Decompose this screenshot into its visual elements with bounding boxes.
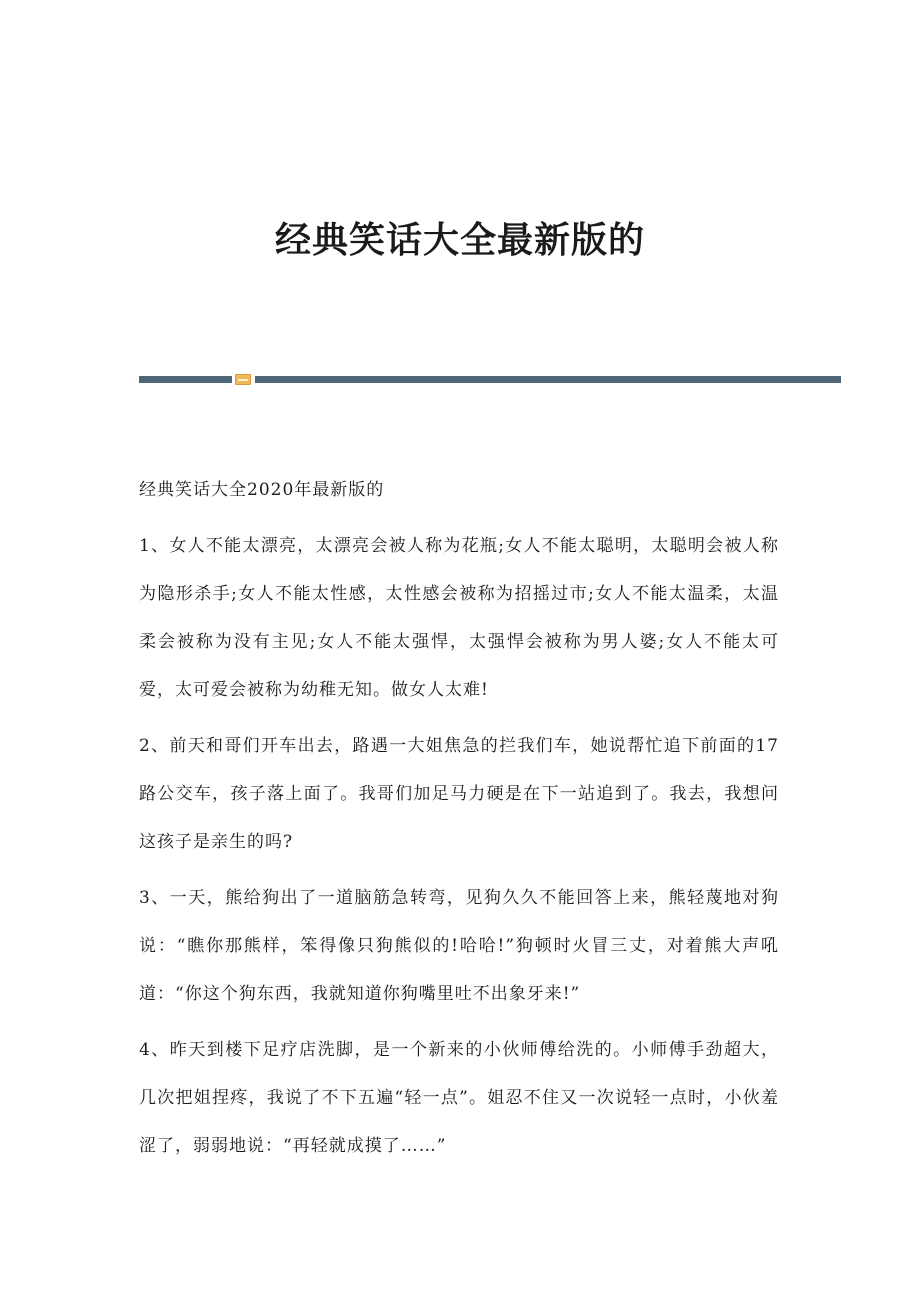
divider-ornament-icon <box>235 374 251 385</box>
divider-bar-left <box>139 376 232 383</box>
joke-paragraph-3: 3、一天，熊给狗出了一道脑筋急转弯，见狗久久不能回答上来，熊轻蔑地对狗说：“瞧你那熊样，笨得像只狗熊似的!哈哈!”狗顿时火冒三丈，对着熊大声吼道：“你这个狗东西，我就知道你狗嘴里吐不出象牙来!” <box>139 888 779 1004</box>
document-body <box>139 466 779 1178</box>
divider-bar-right <box>255 376 841 383</box>
joke-paragraph-2: 2、前天和哥们开车出去，路遇一大姐焦急的拦我们车，她说帮忙追下前面的17路公交车，孩子落上面了。我哥们加足马力硬是在下一站追到了。我去，我想问这孩子是亲生的吗? <box>139 736 779 852</box>
page-title: 经典笑话大全最新版的 <box>274 219 645 261</box>
title-divider <box>139 374 841 384</box>
joke-paragraph-4: 4、昨天到楼下足疗店洗脚，是一个新来的小伙师傅给洗的。小师傅手劲超大，几次把姐捏疼，我说了不下五遍“轻一点”。姐忍不住又一次说轻一点时，小伙羞涩了，弱弱地说：“再轻就成摸了……” <box>139 1040 779 1156</box>
document-subtitle: 经典笑话大全2020年最新版的 <box>139 480 385 500</box>
joke-paragraph-1: 1、女人不能太漂亮，太漂亮会被人称为花瓶;女人不能太聪明，太聪明会被人称为隐形杀手;女人不能太性感，太性感会被称为招摇过市;女人不能太温柔，太温柔会被称为没有主见;女人不能太强悍，太强悍会被称为男人婆;女人不能太可爱，太可爱会被称为幼稚无知。做女人太难! <box>139 536 779 700</box>
